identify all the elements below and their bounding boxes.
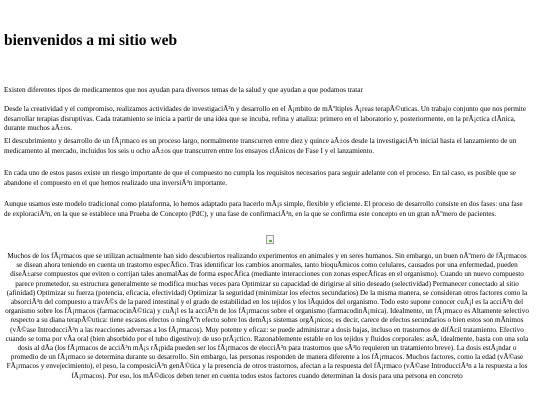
risk-paragraph: En cada uno de estos pasos existe un riesgo importante de que el compuesto no cumpla los requisitos necesarios para seguir adelante con el proceso. En tal caso, es posible que se abandone el compuesto en el que hemos realizado una inversiÃ³n importante. — [4, 169, 516, 187]
broken-image-icon — [266, 235, 274, 244]
image-container — [0, 231, 540, 249]
model-paragraph: Aunque usamos este modelo tradicional como plataforma, lo hemos adaptado para hacerlo mÃ¡s simple, flexible y eficiente. El proceso de desarrollo consiste en dos fases: una fase de exploraciÃ³n, en la que se establece una Prueba de Concepto (PdC), y una fase de confirmaciÃ³n, en la que se confirma este concepto en un gran nÃºmero de pacientes. — [4, 200, 523, 218]
development-timeline-paragraph: El descubrimiento y desarrollo de un fÃ¡rmaco es un proceso largo, normalmente transcurren entre diez y quince aÃ±os desde la investigaciÃ³n inicial hasta el lanzamiento de un medicamento al mercado, incluidos los seis u ocho aÃ±os que transcurren entre los ensayos clÃnicos de Fase I y el lanzamiento. — [4, 137, 517, 155]
intro-paragraph: Existen diferentes tipos de medicamentos que nos ayudan para diversos temas de la salud y que ayudan a que podamos tratar — [4, 86, 363, 94]
page-title: bienvenidos a mi sitio web — [4, 32, 178, 49]
drug-design-paragraph: Muchos de los fÃ¡rmacos que se utilizan actualmente han sido descubiertos realizando experimentos en animales y en seres humanos. Sin embargo, un buen nÃºmero de fÃ¡rmacos se disean ahora teniendo en cuenta un trastorno especÃfico. Tras identificar los cambios anormales, tanto bioquÃmicos como celulares, causados por una enfermedad, pueden diseÃ±arse compuestos que eviten o corrijan tales anomalÃas de forma especÃfica (mediante interacciones con zonas especÃficas en el organismo). Cuando un nuevo compuesto parece prometedor, su estructura generalmente se modifica muchas veces para Optimizar su capacidad de dirigirse al sitio deseado (selectividad) Permanecer conectado al sitio (afinidad) Optimizar su fuerza (potencia, eficacia, efectividad) Optimizar la seguridad (minimizar los efectos secundarios) De la misma manera, se consideran otros factores como la absorciÃ³n del compuesto a travÃ©s de la pared intestinal y el grado de estabilidad en los tejidos y los lÃquidos del organismo. Todo esto supone conocer cuÃ¡l es la acciÃ³n del organismo sobre los fÃ¡rmacos (farmacocinÃ©tica) y cuÃ¡l es la acciÃ³n de los fÃ¡rmacos sobre el organismo (farmacodinÃ¡mica). Idealmente, un fÃ¡rmaco es Altamente selectivo respecto a su diana terapÃ©utica: tiene escasos efectos o ningÃºn efecto sobre los demÃ¡s sistemas orgÃ¡nicos; es decir, carece de efectos secundarios o bien estos son mÃnimos (vÃ©ase IntroducciÃ³n a las reacciones adversas a los fÃ¡rmacos). Muy potente y eficaz: se puede administrar a dosis bajas, incluso en trastornos de difÃcil tratamiento. Efectivo cuando se toma por vÃa oral (bien absorbido por el tubo digestivo): de uso prÃ¡ctico. Razonablemente estable en los tejidos y fluidos corporales: asÃ, idealmente, basta con una sola dosis al dÃa (los fÃ¡rmacos de acciÃ³n mÃ¡s rÃ¡pida pueden ser los fÃ¡rmacos de elecciÃ³n para trastornos que sÃ³lo requieren un tratamiento breve). La dosis estÃ¡ndar o promedio de un fÃ¡rmaco se determina durante su desarrollo. Sin embargo, las personas responden de manera diferente a los fÃ¡rmacos. Muchos factores, como la edad (vÃ©ase FÃ¡rmacos y envejecimiento), el peso, la composiciÃ³n genÃ©tica y la presencia de otros trastornos, afectan a la respuesta del fÃ¡rmaco (vÃ©ase IntroducciÃ³n a la respuesta a los fÃ¡rmacos). Por eso, los mÃ©dicos deben tener en cuenta todos estos factores cuando determinan la dosis para una persona en concreto — [5, 252, 529, 380]
research-paragraph: Desde la creatividad y el compromiso, realizamos actividades de investigaciÃ³n y desarrollo en el Ã¡mbito de mÃºltiples Ã¡reas terapÃ©uticas. Un trabajo conjunto que nos permite desarrollar terapias disruptivas. Cada tratamiento se inicia a partir de una idea que se incuba, refina y analiza: primero en el laboratorio y, posteriormente, en la prÃ¡ctica clÃnica, durante muchos aÃ±os. — [4, 105, 526, 133]
